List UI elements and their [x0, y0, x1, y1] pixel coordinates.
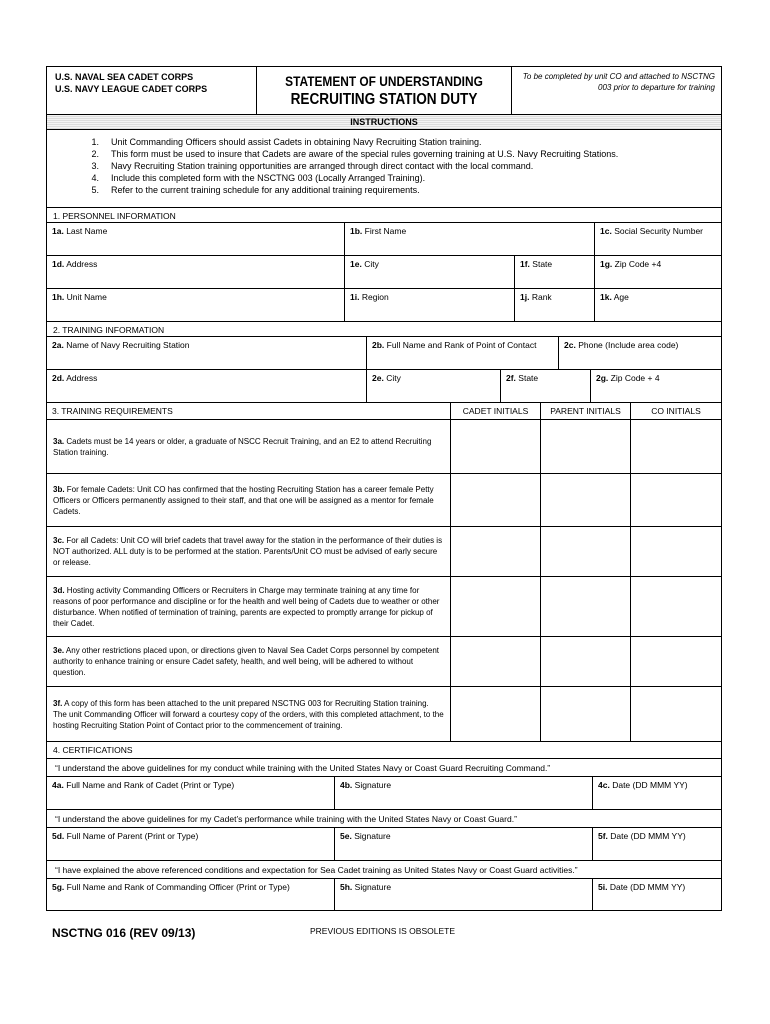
state-field[interactable]: 1f. State [515, 256, 595, 288]
cadet-initials-box[interactable] [451, 687, 541, 741]
personnel-row-3 [47, 289, 721, 322]
rank-field[interactable]: 1j. Rank [515, 289, 595, 321]
requirement-row [47, 687, 721, 742]
parent-initials-box[interactable] [541, 527, 631, 576]
requirement-row [47, 637, 721, 687]
title-line1: STATEMENT OF UNDERSTANDING [285, 73, 483, 89]
co-date-field[interactable]: 5i. Date (DD MMM YY) [598, 882, 686, 892]
parent-sign-row [47, 828, 721, 861]
requirement-row [47, 474, 721, 527]
parent-initials-header: PARENT INITIALS [541, 403, 631, 419]
instruction-item: 5. Refer to the current training schedule for any additional training requirements. [91, 185, 420, 195]
instruction-item: 4. Include this completed form with the NSCTNG 003 (Locally Arranged Training). [91, 173, 426, 183]
cadet-signature-field[interactable]: 4b. Signature [335, 777, 593, 809]
parent-signature-field[interactable]: 5e. Signature [335, 828, 593, 860]
training-zip-field[interactable]: 2g. Zip Code + 4 [596, 373, 660, 383]
co-initials-header: CO INITIALS [651, 406, 701, 416]
requirement-row [47, 527, 721, 577]
first-name-field[interactable]: 1b. First Name [345, 223, 595, 255]
instruction-item: 1. Unit Commanding Officers should assist Cadets in obtaining Navy Recruiting Station training. [91, 137, 482, 147]
parent-initials-box[interactable] [541, 577, 631, 636]
org-block [47, 67, 257, 114]
requirement-text: 3d. Hosting activity Commanding Officers or Recruiters in Charge may terminate training at any time for reasons of poor performance and discipline or for the health and well being of Cadets due to weather or other disturbance. When notified of termination of training, parents are expected to promptly arrange for pickup of their Cadet. [47, 577, 451, 636]
cadet-initials-box[interactable] [451, 474, 541, 526]
co-initials-box[interactable] [631, 687, 721, 741]
cadet-date-field[interactable]: 4c. Date (DD MMM YY) [598, 780, 688, 790]
title-block [257, 67, 512, 114]
requirement-text: 3b. For female Cadets: Unit CO has confirmed that the hosting Recruiting Station has a career female Petty Officers or Officers permanently assigned to their staff, and that one will be assigned as a mentor for female Cadets. [47, 474, 451, 526]
training-city-field[interactable]: 2e. City [367, 370, 501, 402]
co-statement: “I have explained the above referenced conditions and expectation for Sea Cadet training as United States Navy or Coast Guard activities.” [47, 861, 721, 879]
cadet-initials-box[interactable] [451, 420, 541, 473]
co-initials-box[interactable] [631, 527, 721, 576]
last-name-field[interactable]: 1a. Last Name [47, 223, 345, 255]
parent-statement: “I understand the above guidelines for my Cadet’s performance while training with the United States Navy or Coast Guard.” [47, 810, 721, 828]
cadet-initials-box[interactable] [451, 527, 541, 576]
unit-name-field[interactable]: 1h. Unit Name [47, 289, 345, 321]
parent-name-field[interactable]: 5d. Full Name of Parent (Print or Type) [47, 828, 335, 860]
obsolete-note: PREVIOUS EDITIONS IS OBSOLETE [310, 926, 456, 936]
zip-field[interactable]: 1g. Zip Code +4 [600, 259, 662, 269]
instructions-title: INSTRUCTIONS [47, 115, 721, 129]
personnel-row-1 [47, 223, 721, 256]
training-address-field[interactable]: 2d. Address [47, 370, 367, 402]
age-field[interactable]: 1k. Age [600, 292, 629, 302]
training-section-title: 2. TRAINING INFORMATION [47, 322, 721, 337]
org-line1: U.S. NAVAL SEA CADET CORPS [55, 72, 194, 82]
instructions-list [47, 130, 721, 208]
co-signature-field[interactable]: 5h. Signature [335, 879, 593, 910]
requirement-row [47, 420, 721, 474]
parent-initials-box[interactable] [541, 687, 631, 741]
requirement-row [47, 577, 721, 637]
training-row-1 [47, 337, 721, 370]
city-field[interactable]: 1e. City [345, 256, 515, 288]
header-note: To be completed by unit CO and attached to NSCTNG 003 prior to departure for training [522, 72, 715, 92]
ssn-field[interactable]: 1c. Social Security Number [600, 226, 704, 236]
parent-date-field[interactable]: 5f. Date (DD MMM YY) [598, 831, 686, 841]
station-name-field[interactable]: 2a. Name of Navy Recruiting Station [47, 337, 367, 369]
requirements-header [47, 403, 721, 420]
certifications-title: 4. CERTIFICATIONS [47, 742, 721, 759]
org-line2: U.S. NAVY LEAGUE CADET CORPS [55, 84, 208, 94]
requirement-text: 3f. A copy of this form has been attached to the unit prepared NSCTNG 003 for Recruiting Station training. The unit Commanding Officer will forward a courtesy copy of the orders, with this completed attachment, to the hosting Recruiting Station Point of Contact prior to the commencement of training. [47, 687, 451, 741]
personnel-row-2 [47, 256, 721, 289]
training-state-field[interactable]: 2f. State [501, 370, 591, 402]
co-initials-box[interactable] [631, 474, 721, 526]
instruction-item: 2. This form must be used to insure that Cadets are aware of the special rules governing training at U.S. Navy Recruiting Stations. [91, 149, 619, 159]
cadet-name-field[interactable]: 4a. Full Name and Rank of Cadet (Print or Type) [47, 777, 335, 809]
form-code: NSCTNG 016 (REV 09/13) [52, 926, 196, 940]
training-row-2 [47, 370, 721, 403]
cadet-initials-box[interactable] [451, 637, 541, 686]
requirements-title: 3. TRAINING REQUIREMENTS [47, 403, 451, 419]
co-name-field[interactable]: 5g. Full Name and Rank of Commanding Officer (Print or Type) [47, 879, 335, 910]
cadet-initials-box[interactable] [451, 577, 541, 636]
co-initials-box[interactable] [631, 637, 721, 686]
region-field[interactable]: 1i. Region [345, 289, 515, 321]
title-line2: RECRUITING STATION DUTY [290, 91, 478, 108]
phone-field[interactable]: 2c. Phone (Include area code) [564, 340, 679, 350]
instructions-title-row [47, 115, 721, 130]
form-header [47, 67, 721, 115]
co-initials-box[interactable] [631, 577, 721, 636]
cadet-initials-header: CADET INITIALS [451, 403, 541, 419]
cadet-sign-row [47, 777, 721, 810]
parent-initials-box[interactable] [541, 474, 631, 526]
form [46, 66, 722, 911]
poc-field[interactable]: 2b. Full Name and Rank of Point of Contact [367, 337, 559, 369]
requirement-text: 3e. Any other restrictions placed upon, or directions given to Naval Sea Cadet Corps personnel by competent authority to enhance training or ensure Cadet safety, health, and well being, will be adhered to without question. [47, 637, 451, 686]
address-field[interactable]: 1d. Address [47, 256, 345, 288]
parent-initials-box[interactable] [541, 637, 631, 686]
instruction-item: 3. Navy Recruiting Station training opportunities are arranged through direct contact with the local command. [91, 161, 534, 171]
co-initials-box[interactable] [631, 420, 721, 473]
requirement-text: 3c. For all Cadets: Unit CO will brief cadets that travel away for the station in the performance of their duties is NOT authorized. ALL duty is to be performed at the station. Parents/Unit CO must be advised of early secure or release. [47, 527, 451, 576]
requirement-text: 3a. Cadets must be 14 years or older, a graduate of NSCC Recruit Training, and an E2 to attend Recruiting Station training. [47, 420, 451, 473]
personnel-section-title: 1. PERSONNEL INFORMATION [47, 208, 721, 223]
co-sign-row [47, 879, 721, 910]
cadet-statement: “I understand the above guidelines for my conduct while training with the United States Navy or Coast Guard Recruiting Command.” [47, 759, 721, 777]
parent-initials-box[interactable] [541, 420, 631, 473]
